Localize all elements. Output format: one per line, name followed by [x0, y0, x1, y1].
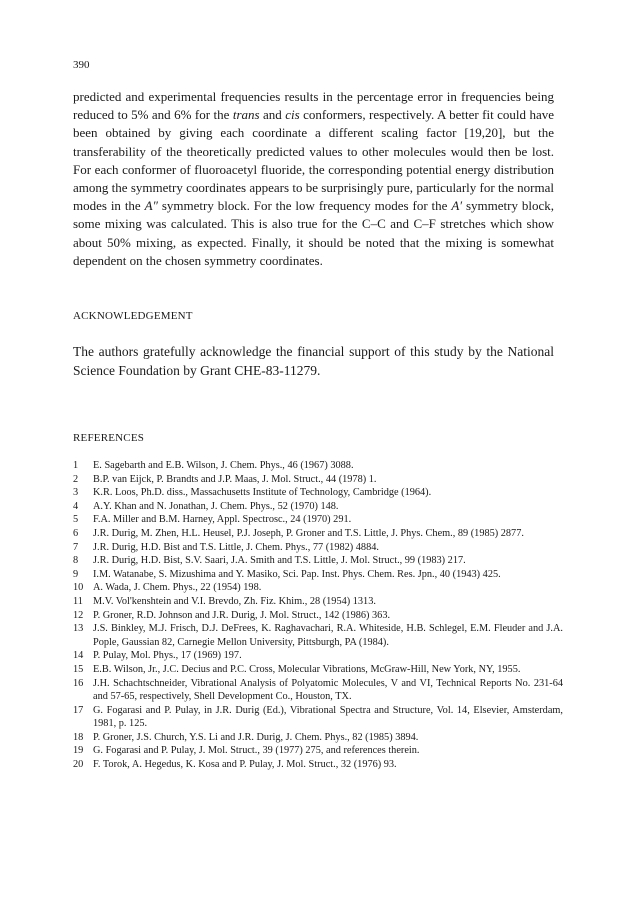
references-heading: REFERENCES [73, 432, 145, 444]
reference-number: 16 [73, 677, 84, 689]
reference-number: 6 [73, 527, 79, 539]
reference-text: J.R. Durig, M. Zhen, H.L. Heusel, P.J. Joseph, P. Groner and T.S. Little, J. Phys. Chem., 89 (1985) 2877. [93, 527, 524, 539]
reference-text: A.Y. Khan and N. Jonathan, J. Chem. Phys., 52 (1970) 148. [93, 500, 339, 512]
reference-text: J.R. Durig, H.D. Bist and T.S. Little, J. Chem. Phys., 77 (1982) 4884. [93, 541, 379, 553]
body-text-2: and [259, 107, 286, 123]
reference-number: 12 [73, 609, 84, 621]
reference-text: J.R. Durig, H.D. Bist, S.V. Saari, J.A. Smith and T.S. Little, J. Mol. Struct., 99 (1983) 217. [93, 555, 466, 567]
reference-text: B.P. van Eijck, P. Brandts and J.P. Maas, J. Mol. Struct., 44 (1978) 1. [93, 473, 377, 485]
reference-text: G. Fogarasi and P. Pulay, in J.R. Durig (Ed.), Vibrational Spectra and Structure, Vol. 14, Elsevier, Amsterdam, 1981, p. 125. [93, 704, 563, 730]
reference-item [73, 758, 563, 772]
body-paragraph [73, 88, 554, 270]
reference-number: 15 [73, 663, 84, 675]
reference-item [73, 622, 563, 649]
reference-number: 5 [73, 514, 79, 526]
body-text-3: conformers, respectively. A better fit could have been obtained by giving each coordinate a different scaling factor [19,20], but the transferability of the theoretically predicted values to other molecules would then be lost. For each conformer of fluoroacetyl fluoride, the corresponding potential energy distribution among the symmetry coordinates appears to be surprisingly pure, particularly for the normal modes in the [73, 107, 554, 214]
a-double-prime-symbol: A″ [144, 198, 158, 214]
a-prime-symbol: A′ [451, 198, 463, 214]
reference-text: P. Groner, R.D. Johnson and J.R. Durig, J. Mol. Struct., 142 (1986) 363. [93, 609, 391, 621]
reference-item [73, 744, 563, 758]
reference-item [73, 649, 563, 663]
body-text-1: predicted and experimental frequencies results in the percentage error in frequencies being reduced to 5% and 6% for the [73, 89, 554, 123]
reference-item [73, 663, 563, 677]
reference-number: 19 [73, 745, 84, 757]
reference-item [73, 473, 563, 487]
reference-number: 13 [73, 623, 84, 635]
reference-item [73, 527, 563, 541]
reference-item [73, 609, 563, 623]
acknowledgement-heading: ACKNOWLEDGEMENT [73, 310, 193, 322]
cis-term: cis [285, 107, 300, 123]
reference-item [73, 568, 563, 582]
body-text-4: symmetry block. For the low frequency modes for the [157, 198, 452, 214]
reference-item [73, 513, 563, 527]
reference-text: J.S. Binkley, M.J. Frisch, D.J. DeFrees, K. Raghavachari, R.A. Whiteside, H.B. Schlegel, E.M. Fleuder and J.A. Pople, Gaussian 82, Carnegie Mellon University, Pittsburgh, PA (1984). [93, 623, 563, 648]
reference-text: P. Groner, J.S. Church, Y.S. Li and J.R. Durig, J. Chem. Phys., 82 (1985) 3894. [93, 731, 419, 743]
reference-number: 20 [73, 759, 84, 771]
reference-text: E. Sagebarth and E.B. Wilson, J. Chem. Phys., 46 (1967) 3088. [93, 460, 354, 471]
reference-number: 3 [73, 487, 79, 499]
trans-term: trans [232, 107, 260, 123]
reference-item [73, 581, 563, 595]
acknowledgement-text: The authors gratefully acknowledge the financial support of this study by the National Science Foundation by Grant CHE-83-11279. [73, 344, 554, 378]
reference-item [73, 500, 563, 514]
reference-text: I.M. Watanabe, S. Mizushima and Y. Masiko, Sci. Pap. Inst. Phys. Chem. Res. Jpn., 40 (1943) 425. [93, 568, 501, 580]
reference-number: 4 [73, 500, 79, 512]
reference-item [73, 595, 563, 609]
reference-text: M.V. Vol'kenshtein and V.I. Brevdo, Zh. Fiz. Khim., 28 (1954) 1313. [93, 595, 376, 607]
reference-text: J.H. Schachtschneider, Vibrational Analysis of Polyatomic Molecules, V and VI, Technical Reports No. 231-64 and 57-65, respectively, Shell Development Co., Houston, TX. [93, 677, 563, 703]
reference-text: G. Fogarasi and P. Pulay, J. Mol. Struct., 39 (1977) 275, and references therein. [93, 745, 420, 757]
reference-item [73, 459, 563, 473]
reference-item [73, 731, 563, 745]
reference-number: 11 [73, 595, 83, 607]
reference-number: 7 [73, 541, 79, 553]
reference-text: P. Pulay, Mol. Phys., 17 (1969) 197. [93, 650, 242, 662]
reference-item [73, 554, 563, 568]
reference-number: 18 [73, 731, 84, 743]
reference-item [73, 704, 563, 731]
reference-text: F.A. Miller and B.M. Harney, Appl. Spectrosc., 24 (1970) 291. [93, 514, 352, 526]
reference-text: F. Torok, A. Hegedus, K. Kosa and P. Pulay, J. Mol. Struct., 32 (1976) 93. [93, 759, 397, 771]
reference-item [73, 541, 563, 555]
reference-number: 10 [73, 582, 84, 594]
page-number: 390 [73, 59, 90, 71]
reference-number: 2 [73, 473, 79, 485]
reference-item [73, 677, 563, 704]
reference-text: A. Wada, J. Chem. Phys., 22 (1954) 198. [93, 582, 262, 594]
reference-number: 17 [73, 704, 84, 716]
reference-number: 8 [73, 555, 79, 567]
reference-item [73, 486, 563, 500]
references-list [73, 459, 563, 772]
reference-number: 1 [73, 460, 79, 471]
reference-text: K.R. Loos, Ph.D. diss., Massachusetts Institute of Technology, Cambridge (1964). [93, 487, 432, 499]
body-text-5: symmetry block, some mixing was calculated. This is also true for the C–C and C–F stretches which show about 50% mixing, as expected. Finally, it should be noted that the mixing is somewhat dependent on the chosen symmetry coordinates. [73, 198, 555, 268]
reference-text: E.B. Wilson, Jr., J.C. Decius and P.C. Cross, Molecular Vibrations, McGraw-Hill, New York, NY, 1955. [93, 663, 521, 675]
reference-number: 9 [73, 568, 79, 580]
reference-number: 14 [73, 650, 84, 662]
